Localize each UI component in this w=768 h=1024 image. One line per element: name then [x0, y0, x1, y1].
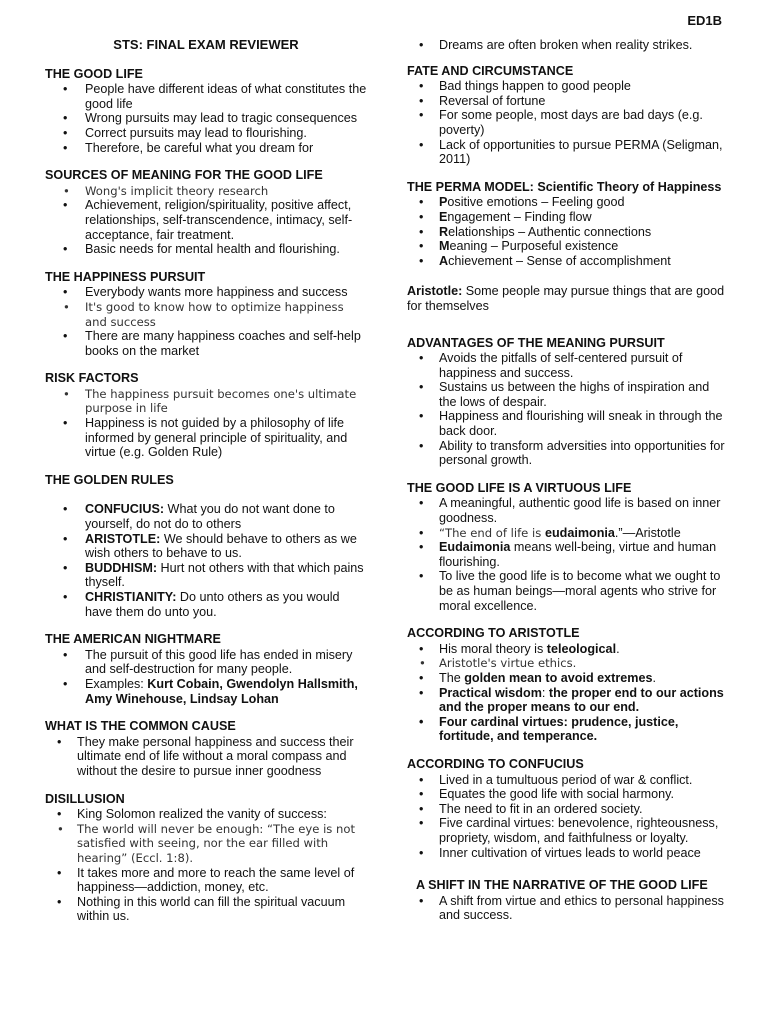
section-advantages: [407, 336, 729, 468]
rule-lead: CONFUCIUS:: [85, 502, 165, 517]
list-item: • It takes more and more to reach the same level of happiness—addiction, money, etc.: [45, 866, 367, 895]
list-item: • Therefore, be careful what you dream for: [45, 141, 367, 156]
list-item: • They make personal happiness and success their ultimate end of life without a moral compass and without the desire to pursue inner goodness: [45, 735, 367, 779]
rule-text: Hurt not others with that which pains thyself.: [85, 560, 364, 590]
right-column: [407, 38, 729, 936]
list-item: • A shift from virtue and ethics to personal happiness and success.: [407, 894, 729, 923]
section-perma: [407, 180, 729, 269]
term-bold: Eudaimonia: [439, 540, 511, 555]
section-heading: RISK FACTORS: [45, 371, 139, 386]
section-heading: THE GOOD LIFE: [45, 66, 143, 81]
section-shift: [407, 878, 729, 923]
list-item: • People have different ideas of what constitutes the good life: [45, 82, 367, 111]
aristotle-note-text: Some people may pursue things that are good for themselves: [407, 284, 725, 313]
text-bold: Practical wisdom: [439, 685, 542, 700]
section-heading: ADVANTAGES OF THE MEANING PURSUIT: [407, 335, 665, 350]
list-item: [407, 540, 729, 569]
list-item: [45, 677, 367, 706]
section-disillusion: [45, 792, 367, 924]
list-item: [407, 686, 729, 715]
section-according-confucius: [407, 757, 729, 860]
list-item: [407, 642, 729, 657]
list-item: • The happiness pursuit becomes one's ultimate purpose in life: [45, 387, 367, 416]
list-item: • Aristotle's virtue ethics.: [407, 656, 729, 671]
section-sources: [45, 168, 367, 257]
list-item: • Bad things happen to good people: [407, 79, 729, 94]
perma-text: eaning – Purposeful existence: [449, 239, 619, 254]
section-fate: [407, 64, 729, 167]
list-item: • For some people, most days are bad days (e.g. poverty): [407, 108, 729, 137]
rule-text: We should behave to others as we wish others to behave to us.: [85, 531, 357, 561]
text-part: .: [652, 670, 656, 685]
list-item: • The world will never be enough: “The eye is not satisfied with seeing, nor the ear filled with hearing” (Eccl. 1:8).: [45, 822, 367, 866]
list-item: • Dreams are often broken when reality strikes.: [407, 38, 729, 53]
section-golden-rules: [45, 473, 367, 619]
list-item: [407, 526, 729, 541]
list-item: [407, 225, 729, 240]
list-item: • Sustains us between the highs of inspiration and the lows of despair.: [407, 380, 729, 409]
list-item: • Lived in a tumultuous period of war & conflict.: [407, 773, 729, 788]
list-item: • Equates the good life with social harmony.: [407, 787, 729, 802]
list-item: [407, 671, 729, 686]
section-heading: THE HAPPINESS PURSUIT: [45, 269, 206, 284]
list-item: • Correct pursuits may lead to flourishing.: [45, 126, 367, 141]
perma-letter: M: [439, 239, 450, 254]
examples-lead: Examples:: [85, 676, 148, 691]
list-item: • Five cardinal virtues: benevolence, righteousness, propriety, wisdom, and faithfulness or loyalty.: [407, 816, 729, 845]
list-item: [407, 254, 729, 269]
list-item: • The need to fit in an ordered society.: [407, 802, 729, 817]
section-aristotle-note: [407, 284, 729, 313]
quote-end: .”—Aristotle: [614, 525, 681, 540]
course-code: ED1B: [687, 13, 722, 28]
list-item: • It's good to know how to optimize happiness and success: [45, 300, 367, 329]
quote-bold: eudaimonia: [544, 525, 615, 540]
list-item: • Lack of opportunities to pursue PERMA (Seligman, 2011): [407, 138, 729, 167]
perma-letter: A: [439, 253, 449, 268]
perma-letter: E: [439, 209, 448, 224]
list-item: • Reversal of fortune: [407, 94, 729, 109]
section-heading: FATE AND CIRCUMSTANCE: [407, 63, 574, 78]
list-item: [407, 210, 729, 225]
list-item: [45, 532, 367, 561]
section-risk-factors: [45, 371, 367, 460]
left-column: [45, 38, 367, 937]
aristotle-note-lead: Aristotle:: [407, 284, 463, 299]
perma-text: ngagement – Finding flow: [447, 209, 592, 224]
list-item: • Four cardinal virtues: prudence, justice, fortitude, and temperance.: [407, 715, 729, 744]
aristotle-note: [407, 284, 729, 313]
list-item: [45, 590, 367, 619]
text-part: :: [541, 685, 549, 700]
rule-lead: CHRISTIANITY:: [85, 590, 177, 604]
section-common-cause: [45, 719, 367, 778]
section-heading: SOURCES OF MEANING FOR THE GOOD LIFE: [45, 168, 323, 183]
section-heading: THE GOLDEN RULES: [45, 472, 174, 487]
list-item: [407, 239, 729, 254]
perma-letter: R: [439, 224, 449, 239]
rule-lead: BUDDHISM:: [85, 560, 158, 575]
perma-text: elationships – Authentic connections: [448, 224, 652, 239]
section-according-aristotle: [407, 626, 729, 744]
list-item: • Wrong pursuits may lead to tragic consequences: [45, 111, 367, 126]
section-virtuous-life: [407, 481, 729, 613]
list-item: • Avoids the pitfalls of self-centered pursuit of happiness and success.: [407, 351, 729, 380]
section-heading: THE GOOD LIFE IS A VIRTUOUS LIFE: [407, 480, 632, 495]
perma-text: chievement – Sense of accomplishment: [448, 253, 671, 268]
section-heading: ACCORDING TO CONFUCIUS: [407, 756, 584, 771]
list-item: • Achievement, religion/spirituality, positive affect, relationships, self-transcendence, intimacy, self-acceptance, fair treatment.: [45, 198, 367, 242]
section-heading: A SHIFT IN THE NARRATIVE OF THE GOOD LIFE: [416, 878, 708, 893]
list-item: [407, 195, 729, 210]
section-heading: ACCORDING TO ARISTOTLE: [407, 626, 580, 641]
list-item: • Happiness and flourishing will sneak in through the back door.: [407, 409, 729, 438]
list-item: • Ability to transform adversities into opportunities for personal growth.: [407, 439, 729, 468]
section-heading: THE AMERICAN NIGHTMARE: [45, 632, 221, 647]
text-part: .: [616, 641, 620, 656]
section-heading: THE PERMA MODEL: Scientific Theory of Happiness: [407, 179, 722, 194]
text-part: His moral theory is: [439, 641, 547, 656]
perma-letter: P: [439, 195, 448, 210]
list-item: • A meaningful, authentic good life is based on inner goodness.: [407, 496, 729, 525]
list-item: • Inner cultivation of virtues leads to world peace: [407, 846, 729, 861]
list-item: • Nothing in this world can fill the spiritual vacuum within us.: [45, 895, 367, 924]
list-item: • To live the good life is to become what we ought to be as human beings—moral agents who strive for moral excellence.: [407, 569, 729, 613]
text-bold: the proper end to our actions and the proper means to our end.: [439, 685, 724, 715]
section-good-life: [45, 67, 367, 156]
perma-text: ositive emotions – Feeling good: [447, 195, 625, 210]
section-american-nightmare: [45, 632, 367, 706]
list-item: [45, 502, 367, 531]
rule-lead: ARISTOTLE:: [85, 531, 161, 546]
section-happiness-pursuit: [45, 270, 367, 359]
rule-text: Do unto others as you would have them do unto you.: [85, 590, 340, 619]
section-dreams: [407, 38, 729, 53]
term-text: means well-being, virtue and human flourishing.: [439, 540, 717, 569]
list-item: • Everybody wants more happiness and success: [45, 285, 367, 300]
list-item: • King Solomon realized the vanity of success:: [45, 807, 367, 822]
list-item: • Basic needs for mental health and flourishing.: [45, 242, 367, 257]
list-item: • Happiness is not guided by a philosophy of life informed by general principle of spirituality, and virtue (e.g. Golden Rule): [45, 416, 367, 460]
examples-names: Kurt Cobain, Gwendolyn Hallsmith, Amy Winehouse, Lindsay Lohan: [85, 676, 358, 706]
document-title: STS: FINAL EXAM REVIEWER: [113, 37, 299, 52]
list-item: • Wong's implicit theory research: [45, 184, 367, 199]
text-bold: golden mean to avoid extremes: [464, 670, 653, 685]
list-item: • The pursuit of this good life has ended in misery and self-destruction for many people.: [45, 648, 367, 677]
text-bold: teleological: [546, 641, 617, 656]
list-item: [45, 561, 367, 590]
rule-text: What you do not want done to yourself, do not do to others: [85, 502, 335, 532]
section-heading: WHAT IS THE COMMON CAUSE: [45, 719, 236, 734]
quote-part: “The end of life is: [439, 525, 545, 540]
list-item: • There are many happiness coaches and self-help books on the market: [45, 329, 367, 358]
text-part: The: [439, 670, 465, 685]
section-heading: DISILLUSION: [45, 791, 125, 806]
